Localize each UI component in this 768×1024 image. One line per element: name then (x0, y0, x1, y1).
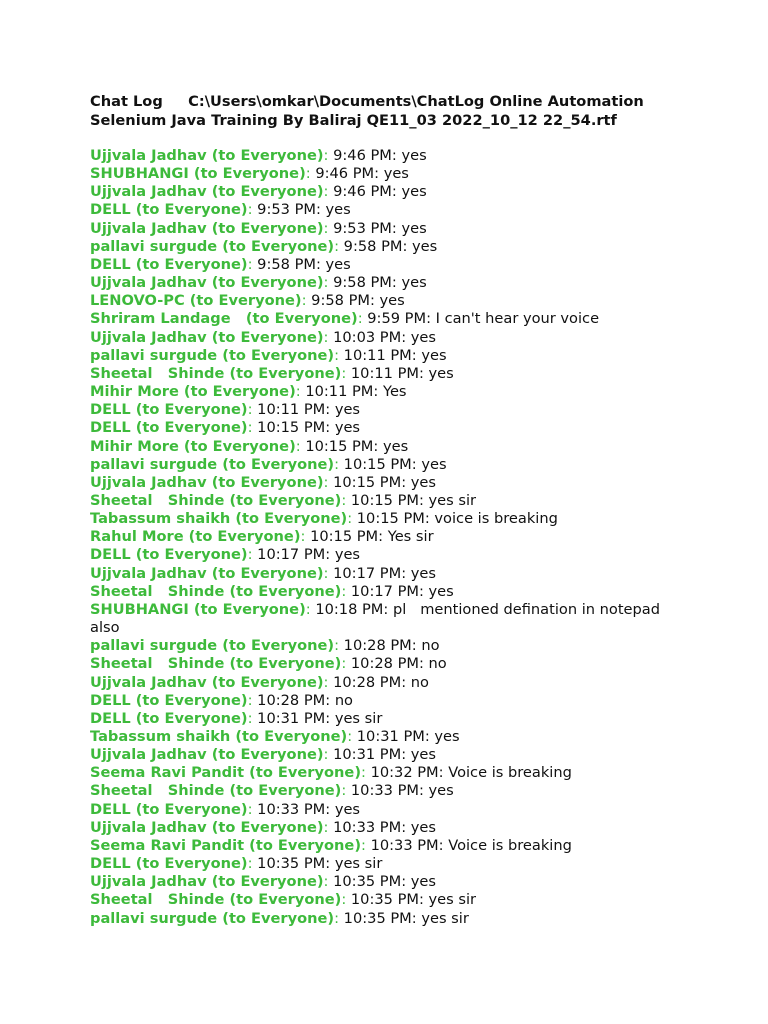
chat-entry (90, 801, 690, 819)
chat-time-separator: : (401, 746, 411, 764)
chat-message: Voice is breaking (448, 836, 572, 854)
chat-separator: : (301, 292, 312, 310)
chat-time: 10:28 PM (333, 673, 402, 691)
chat-entry (90, 637, 690, 655)
chat-sender: Tabassum shaikh (to Everyone) (90, 510, 348, 528)
chat-message: yes (410, 818, 436, 836)
chat-sender: DELL (to Everyone) (90, 800, 248, 818)
chat-message: yes (428, 582, 454, 600)
chat-sender: Ujjvala Jadhav (to Everyone) (90, 147, 324, 164)
chat-entry (90, 165, 690, 183)
chat-separator: : (323, 328, 334, 346)
chat-sender: Ujjvala Jadhav (to Everyone) (90, 873, 324, 891)
chat-sender: Seema Ravi Pandit (to Everyone) (90, 836, 361, 854)
chat-time-separator: : (391, 274, 402, 292)
chat-time-separator: : (418, 582, 429, 600)
chat-sender: DELL (to Everyone) (90, 401, 248, 419)
chat-entry (90, 565, 690, 583)
chat-entry (90, 329, 690, 347)
chat-entry (90, 383, 690, 401)
chat-sender: Ujjvala Jadhav (to Everyone) (90, 274, 324, 292)
chat-time: 10:28 PM (257, 691, 326, 709)
chat-separator: : (361, 764, 371, 782)
chat-message: yes (383, 165, 409, 183)
document-page (90, 92, 690, 928)
chat-time: 10:31 PM (257, 709, 326, 727)
chat-separator: : (361, 836, 371, 854)
chat-time: 9:58 PM (311, 292, 370, 310)
chat-time: 10:33 PM (370, 836, 439, 854)
chat-entry (90, 891, 690, 909)
chat-entry (90, 238, 690, 256)
chat-sender: Ujjvala Jadhav (to Everyone) (90, 818, 324, 836)
chat-time: 10:15 PM (350, 491, 419, 509)
chat-time-separator: : (373, 383, 383, 401)
chat-message: yes (325, 201, 351, 219)
chat-time: 10:33 PM (333, 818, 402, 836)
chat-separator: : (341, 491, 351, 509)
chat-entry (90, 601, 690, 637)
chat-entry (90, 855, 690, 873)
chat-separator: : (247, 401, 258, 419)
chat-message: Voice is breaking (448, 764, 572, 782)
chat-separator: : (341, 582, 351, 600)
chat-time: 10:11 PM (257, 401, 326, 419)
chat-time-separator: : (325, 401, 335, 419)
chat-separator: : (334, 637, 344, 655)
chat-entry (90, 201, 690, 219)
chat-separator: : (247, 691, 258, 709)
chat-time: 10:28 PM (343, 637, 412, 655)
chat-time-separator: : (426, 310, 436, 328)
chat-separator: : (323, 564, 334, 582)
chat-sender: Ujjvala Jadhav (to Everyone) (90, 673, 324, 691)
chat-time: 10:15 PM (305, 437, 374, 455)
chat-separator: : (347, 728, 357, 745)
chat-sender: DELL (to Everyone) (90, 255, 248, 273)
chat-sender: LENOVO-PC (to Everyone) (90, 292, 302, 310)
chat-time: 10:32 PM (370, 764, 439, 782)
chat-time-separator: : (424, 728, 435, 745)
chat-separator: : (323, 673, 334, 691)
chat-time: 10:31 PM (333, 746, 402, 764)
chat-sender: Rahul More (to Everyone) (90, 528, 301, 546)
chat-sender: Ujjvala Jadhav (to Everyone) (90, 328, 324, 346)
chat-message: yes (410, 746, 436, 764)
chat-time: 10:17 PM (350, 582, 419, 600)
chat-message: yes (434, 728, 460, 745)
chat-time: 10:11 PM (305, 383, 374, 401)
chat-message: no (410, 673, 429, 691)
chat-sender: Ujjvala Jadhav (to Everyone) (90, 746, 324, 764)
chat-entry (90, 546, 690, 564)
chat-time: 10:15 PM (257, 419, 326, 437)
chat-message: yes sir (334, 855, 383, 873)
chat-separator: : (341, 655, 351, 673)
chat-entry (90, 183, 690, 201)
chat-message: yes (334, 419, 361, 437)
chat-message: yes (334, 546, 361, 564)
chat-time: 9:46 PM (333, 183, 392, 201)
chat-time-separator: : (402, 237, 413, 255)
chat-time: 9:53 PM (257, 201, 316, 219)
document-title: Chat Log C:\Users\omkar\Documents\ChatLog Online Automation Selenium Java Training By Baliraj QE11_03 2022_10_12 22_54.rtf (90, 93, 649, 129)
chat-time-separator: : (391, 183, 402, 201)
chat-time: 10:17 PM (333, 564, 402, 582)
chat-entry (90, 220, 690, 238)
chat-time: 10:15 PM (333, 473, 402, 491)
chat-separator: : (347, 510, 357, 528)
chat-entry (90, 456, 690, 474)
chat-sender: Sheetal Shinde (to Everyone) (90, 582, 342, 600)
chat-sender: DELL (to Everyone) (90, 855, 248, 873)
chat-entry (90, 873, 690, 891)
chat-message: yes (428, 364, 454, 382)
chat-message: yes (421, 346, 447, 364)
chat-entry (90, 292, 690, 310)
chat-sender: pallavi surgude (to Everyone) (90, 237, 335, 255)
chat-separator: : (334, 346, 344, 364)
chat-message: yes sir (428, 891, 477, 909)
chat-separator: : (357, 310, 368, 328)
chat-time: 9:46 PM (333, 147, 392, 164)
chat-message: yes (401, 274, 427, 292)
chat-message: yes (401, 219, 427, 237)
chat-sender: Ujjvala Jadhav (to Everyone) (90, 219, 324, 237)
chat-message: pl mentioned defination in notepad also (90, 600, 665, 637)
chat-entry (90, 256, 690, 274)
chat-time-separator: : (418, 655, 429, 673)
chat-time-separator: : (401, 564, 411, 582)
chat-message: yes (410, 873, 436, 891)
chat-time: 10:35 PM (343, 909, 412, 927)
chat-time-separator: : (325, 419, 335, 437)
chat-sender: DELL (to Everyone) (90, 691, 248, 709)
chat-sender: pallavi surgude (to Everyone) (90, 346, 335, 364)
chat-time: 10:15 PM (343, 455, 412, 473)
chat-time-separator: : (418, 782, 429, 800)
chat-separator: : (334, 455, 344, 473)
chat-separator: : (247, 201, 258, 219)
chat-time-separator: : (325, 800, 335, 818)
chat-entry (90, 438, 690, 456)
chat-time: 10:31 PM (356, 728, 425, 745)
chat-separator: : (305, 600, 316, 618)
chat-message: yes (412, 237, 438, 255)
chat-sender: pallavi surgude (to Everyone) (90, 455, 335, 473)
chat-separator: : (341, 891, 351, 909)
chat-separator: : (334, 909, 344, 927)
chat-entry (90, 782, 690, 800)
chat-sender: Sheetal Shinde (to Everyone) (90, 891, 342, 909)
chat-time-separator: : (373, 437, 383, 455)
chat-sender: Seema Ravi Pandit (to Everyone) (90, 764, 361, 782)
chat-time: 10:18 PM (315, 600, 384, 618)
chat-message: yes sir (334, 709, 383, 727)
chat-entry (90, 910, 690, 928)
chat-sender: Sheetal Shinde (to Everyone) (90, 364, 342, 382)
chat-sender: Mihir More (to Everyone) (90, 383, 296, 401)
chat-message: Yes sir (387, 528, 434, 546)
chat-time: 10:15 PM (310, 528, 379, 546)
chat-time-separator: : (411, 346, 422, 364)
chat-entry (90, 365, 690, 383)
chat-sender: DELL (to Everyone) (90, 546, 248, 564)
chat-time-separator: : (438, 836, 449, 854)
chat-sender: pallavi surgude (to Everyone) (90, 909, 335, 927)
chat-entry (90, 147, 690, 165)
chat-time-separator: : (418, 891, 429, 909)
chat-entry (90, 728, 690, 746)
chat-time: 9:59 PM (367, 310, 427, 328)
chat-sender: Sheetal Shinde (to Everyone) (90, 491, 342, 509)
chat-time: 9:53 PM (333, 219, 392, 237)
chat-entry (90, 347, 690, 365)
chat-separator: : (323, 183, 334, 201)
chat-sender: SHUBHANGI (to Everyone) (90, 600, 306, 618)
chat-separator: : (323, 274, 334, 292)
chat-time-separator: : (391, 219, 402, 237)
chat-message: yes (410, 564, 436, 582)
chat-time: 10:28 PM (350, 655, 419, 673)
chat-time: 10:35 PM (333, 873, 402, 891)
chat-time-separator: : (401, 473, 411, 491)
chat-entry (90, 819, 690, 837)
chat-entry (90, 837, 690, 855)
chat-sender: Ujjvala Jadhav (to Everyone) (90, 564, 324, 582)
chat-time-separator: : (325, 691, 335, 709)
chat-message: yes (334, 800, 361, 818)
chat-time-separator: : (378, 528, 388, 546)
chat-entry (90, 474, 690, 492)
chat-entry (90, 419, 690, 437)
chat-time-separator: : (369, 292, 380, 310)
chat-time-separator: : (401, 328, 411, 346)
chat-separator: : (323, 473, 334, 491)
chat-separator: : (247, 255, 258, 273)
chat-separator: : (295, 437, 306, 455)
chat-time: 9:46 PM (315, 165, 375, 183)
chat-entry (90, 528, 690, 546)
chat-entry (90, 274, 690, 292)
chat-entry (90, 492, 690, 510)
chat-sender: DELL (to Everyone) (90, 419, 248, 437)
chat-message: yes (334, 401, 361, 419)
chat-time-separator: : (411, 909, 422, 927)
chat-separator: : (247, 419, 258, 437)
chat-message: no (421, 637, 440, 655)
chat-time: 10:15 PM (356, 510, 425, 528)
chat-time-separator: : (401, 818, 411, 836)
chat-time: 9:58 PM (343, 237, 403, 255)
chat-separator: : (323, 818, 334, 836)
chat-entry (90, 583, 690, 601)
chat-message: Yes (382, 383, 407, 401)
chat-time-separator: : (411, 637, 422, 655)
chat-message: yes (325, 255, 351, 273)
chat-time-separator: : (418, 491, 429, 509)
chat-entry (90, 746, 690, 764)
chat-time: 10:35 PM (257, 855, 326, 873)
chat-time: 10:17 PM (257, 546, 326, 564)
chat-time-separator: : (401, 673, 411, 691)
chat-separator: : (341, 364, 351, 382)
chat-separator: : (323, 746, 334, 764)
chat-entry (90, 510, 690, 528)
chat-time: 10:35 PM (350, 891, 419, 909)
chat-entry (90, 710, 690, 728)
chat-message: yes (379, 292, 405, 310)
chat-message: no (334, 691, 353, 709)
chat-entry (90, 692, 690, 710)
chat-separator: : (300, 528, 311, 546)
chat-time-separator: : (325, 855, 335, 873)
chat-time-separator: : (424, 510, 435, 528)
chat-time-separator: : (325, 546, 335, 564)
chat-separator: : (247, 709, 258, 727)
chat-time-separator: : (325, 709, 335, 727)
chat-sender: Tabassum shaikh (to Everyone) (90, 728, 348, 745)
chat-entry (90, 310, 690, 328)
chat-separator: : (247, 800, 258, 818)
chat-message: yes (421, 455, 447, 473)
chat-entry (90, 401, 690, 419)
chat-message: no (428, 655, 447, 673)
chat-time-separator: : (383, 600, 393, 618)
chat-message: yes (401, 147, 427, 164)
chat-time: 10:03 PM (333, 328, 402, 346)
chat-time: 9:58 PM (257, 255, 316, 273)
chat-message: yes sir (421, 909, 469, 927)
chat-sender: Ujjvala Jadhav (to Everyone) (90, 183, 324, 201)
chat-time: 10:11 PM (350, 364, 419, 382)
chat-separator: : (334, 237, 344, 255)
chat-separator: : (323, 147, 334, 164)
chat-time: 10:33 PM (350, 782, 419, 800)
chat-message: yes sir (428, 491, 477, 509)
chat-message: I can't hear your voice (435, 310, 600, 328)
chat-entry (90, 674, 690, 692)
chat-separator: : (247, 546, 258, 564)
chat-time: 10:33 PM (257, 800, 326, 818)
chat-sender: DELL (to Everyone) (90, 201, 248, 219)
chat-time-separator: : (391, 147, 402, 164)
chat-time-separator: : (411, 455, 422, 473)
chat-time: 10:11 PM (343, 346, 412, 364)
chat-sender: SHUBHANGI (to Everyone) (90, 165, 306, 183)
chat-message: yes (428, 782, 454, 800)
chat-time-separator: : (418, 364, 429, 382)
chat-separator: : (341, 782, 351, 800)
chat-separator: : (323, 873, 334, 891)
chat-sender: Ujjvala Jadhav (to Everyone) (90, 473, 324, 491)
chat-sender: Mihir More (to Everyone) (90, 437, 296, 455)
chat-message: yes (401, 183, 427, 201)
chat-sender: Sheetal Shinde (to Everyone) (90, 782, 342, 800)
chat-separator: : (295, 383, 306, 401)
chat-time-separator: : (315, 255, 326, 273)
chat-sender: DELL (to Everyone) (90, 709, 248, 727)
chat-message: voice is breaking (434, 510, 558, 528)
chat-message: yes (410, 473, 436, 491)
chat-entry (90, 764, 690, 782)
chat-separator: : (305, 165, 316, 183)
chat-separator: : (247, 855, 258, 873)
chat-time-separator: : (315, 201, 326, 219)
chat-log-list (90, 147, 690, 928)
chat-message: yes (382, 437, 409, 455)
chat-separator: : (323, 219, 334, 237)
chat-time-separator: : (401, 873, 411, 891)
chat-message: yes (410, 328, 436, 346)
chat-entry (90, 655, 690, 673)
chat-time: 9:58 PM (333, 274, 392, 292)
chat-time-separator: : (374, 165, 384, 183)
chat-sender: pallavi surgude (to Everyone) (90, 637, 335, 655)
chat-sender: Sheetal Shinde (to Everyone) (90, 655, 342, 673)
chat-time-separator: : (438, 764, 449, 782)
chat-sender: Shriram Landage (to Everyone) (90, 310, 358, 328)
